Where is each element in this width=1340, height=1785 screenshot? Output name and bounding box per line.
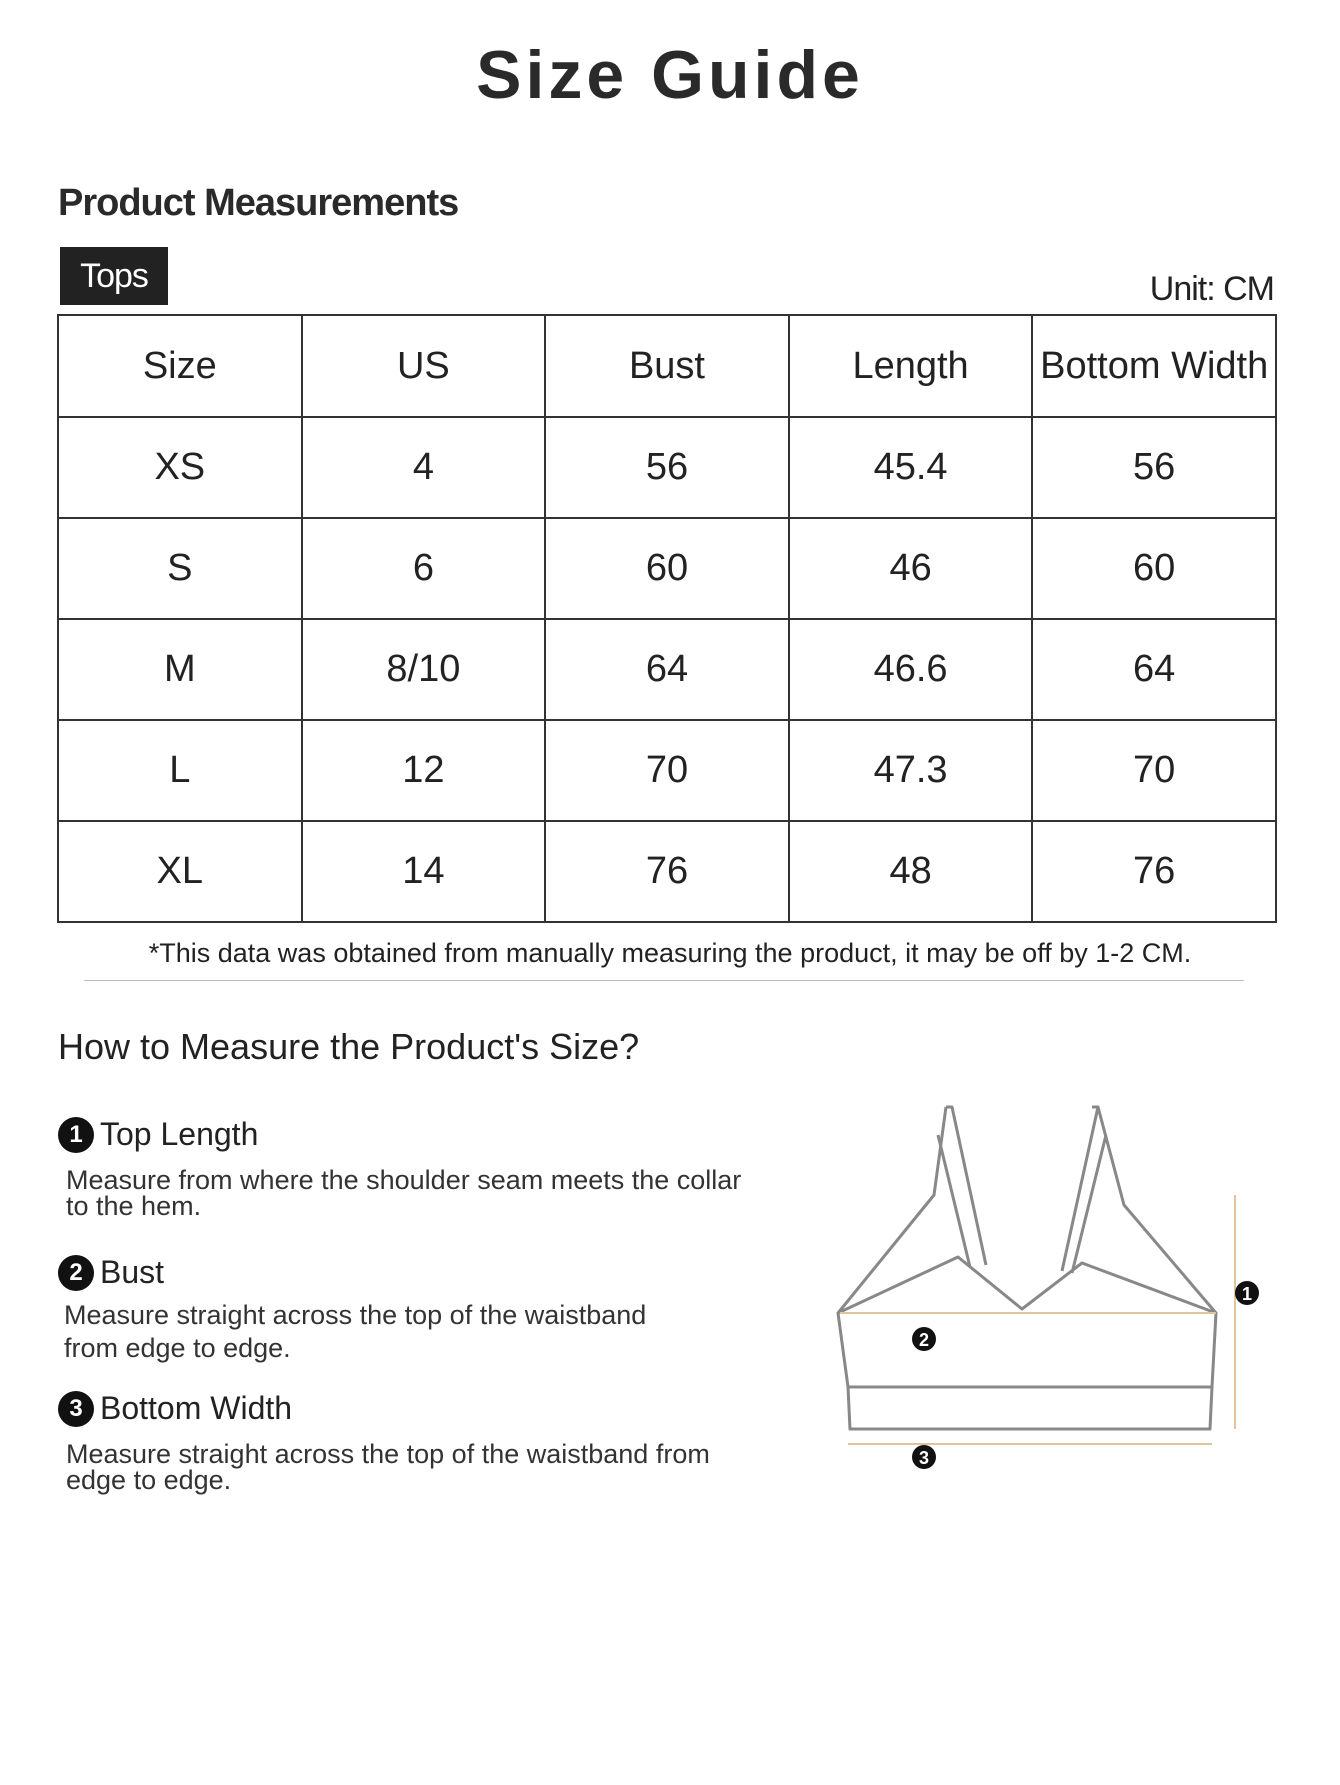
size-table bbox=[57, 314, 1277, 923]
table-row bbox=[58, 720, 1276, 821]
howto-heading: How to Measure the Product's Size? bbox=[58, 1026, 640, 1067]
step-number-3-icon: 3 bbox=[58, 1391, 94, 1427]
table-row bbox=[58, 417, 1276, 518]
step-description-line: Measure straight across the top of the waistband bbox=[64, 1300, 647, 1330]
table-cell: 64 bbox=[545, 619, 789, 720]
column-header: Bust bbox=[545, 315, 789, 417]
table-cell: 47.3 bbox=[789, 720, 1033, 821]
unit-label: Unit: CM bbox=[1149, 270, 1274, 308]
left-strap bbox=[946, 1107, 986, 1265]
category-tab-tops[interactable]: Tops bbox=[60, 247, 168, 305]
table-cell: 64 bbox=[1032, 619, 1276, 720]
column-header: US bbox=[302, 315, 546, 417]
table-cell: 70 bbox=[545, 720, 789, 821]
step-description-line: Measure from where the shoulder seam meets the collar bbox=[66, 1165, 742, 1195]
table-cell: XL bbox=[58, 821, 302, 922]
step-title: Top Length bbox=[100, 1116, 259, 1152]
divider bbox=[84, 980, 1244, 981]
table-row bbox=[58, 619, 1276, 720]
marker-3-icon bbox=[912, 1445, 936, 1469]
garment-body bbox=[838, 1107, 1216, 1429]
table-cell: 4 bbox=[302, 417, 546, 518]
table-cell: 70 bbox=[1032, 720, 1276, 821]
step-number-1-icon: 1 bbox=[58, 1117, 94, 1153]
column-header: Bottom Width bbox=[1032, 315, 1276, 417]
step-description-line: from edge to edge. bbox=[64, 1333, 291, 1363]
table-cell: M bbox=[58, 619, 302, 720]
table-cell: 6 bbox=[302, 518, 546, 619]
table-cell: S bbox=[58, 518, 302, 619]
page-title: Size Guide bbox=[476, 37, 864, 113]
step-title: Bottom Width bbox=[100, 1390, 293, 1426]
marker-label: 1 bbox=[1241, 1284, 1253, 1304]
step-top-length bbox=[58, 1116, 758, 1219]
marker-label: 3 bbox=[918, 1448, 930, 1468]
table-cell: L bbox=[58, 720, 302, 821]
table-cell: 48 bbox=[789, 821, 1033, 922]
table-cell: 56 bbox=[1032, 417, 1276, 518]
table-cell: 56 bbox=[545, 417, 789, 518]
table-cell: 60 bbox=[1032, 518, 1276, 619]
column-header: Size bbox=[58, 315, 302, 417]
table-cell: 76 bbox=[1032, 821, 1276, 922]
neckline bbox=[838, 1257, 1216, 1313]
table-cell: 46 bbox=[789, 518, 1033, 619]
step-description-line: edge to edge. bbox=[66, 1465, 232, 1495]
table-cell: 8/10 bbox=[302, 619, 546, 720]
section-title: Product Measurements bbox=[58, 182, 459, 224]
table-cell: 46.6 bbox=[789, 619, 1033, 720]
column-header: Length bbox=[789, 315, 1033, 417]
table-header-row bbox=[58, 315, 1276, 417]
step-number-2-icon: 2 bbox=[58, 1255, 94, 1291]
table-cell: 14 bbox=[302, 821, 546, 922]
step-description-line: Measure straight across the top of the waistband from bbox=[66, 1439, 710, 1469]
step-bust bbox=[58, 1254, 758, 1365]
table-cell: 60 bbox=[545, 518, 789, 619]
marker-1-icon bbox=[1235, 1281, 1259, 1305]
step-title: Bust bbox=[100, 1254, 165, 1290]
marker-label: 2 bbox=[918, 1330, 930, 1350]
garment-outline bbox=[838, 1107, 1216, 1429]
table-cell: 76 bbox=[545, 821, 789, 922]
marker-2-icon bbox=[912, 1327, 936, 1351]
table-cell: 45.4 bbox=[789, 417, 1033, 518]
table-cell: XS bbox=[58, 417, 302, 518]
table-row bbox=[58, 821, 1276, 922]
left-strap-inner bbox=[938, 1135, 970, 1267]
step-bottom-width bbox=[58, 1390, 758, 1493]
sports-bra-diagram bbox=[820, 1095, 1260, 1495]
measurement-disclaimer: *This data was obtained from manually measuring the product, it may be off by 1-2 CM. bbox=[148, 938, 1192, 968]
step-description-line: to the hem. bbox=[66, 1191, 202, 1221]
table-cell: 12 bbox=[302, 720, 546, 821]
table-row bbox=[58, 518, 1276, 619]
